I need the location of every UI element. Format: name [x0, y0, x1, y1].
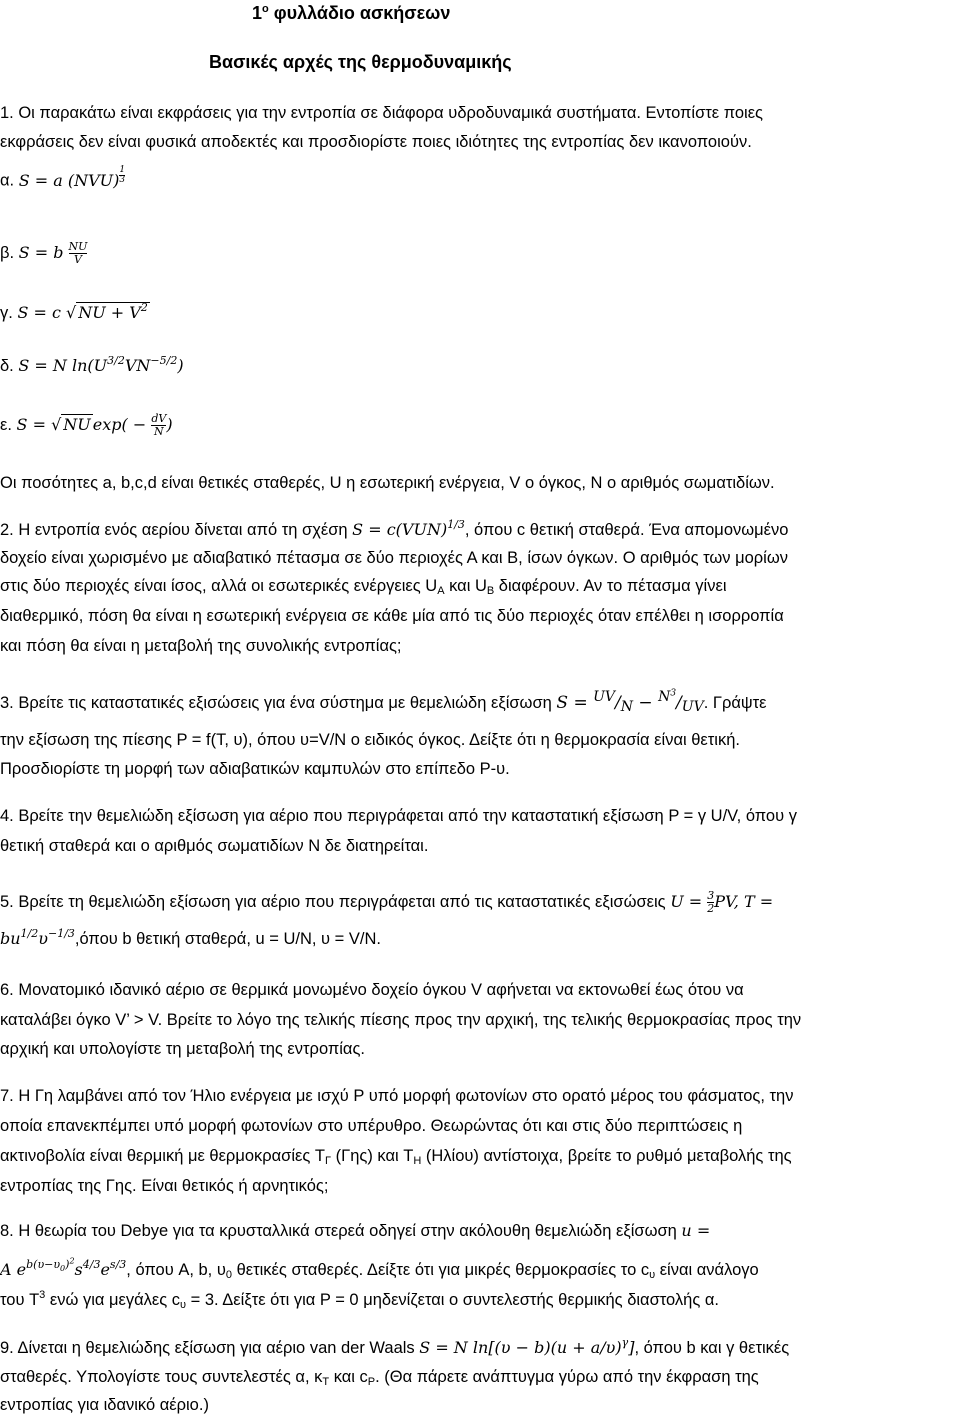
q1-option-a [0, 166, 125, 191]
q8-line2-text: , όπου A, b, υ [126, 1261, 226, 1279]
q2-line3-mid: και U [444, 577, 487, 595]
q4-line1: 4. Βρείτε την θεμελιώδη εξίσωση για αέριο που περιγράφεται από την καταστατική εξίσωση P = γ U/V, όπου γ [0, 807, 797, 825]
q2-line3 [0, 577, 727, 596]
q2-line1 [0, 520, 788, 540]
title-rest: φυλλάδιο ασκήσεων [268, 3, 451, 23]
q2-sub-b: B [486, 585, 495, 597]
q9-line3: εντροπίας για ιδανικό αέριο.) [0, 1396, 209, 1414]
q1-line2: εκφράσεις δεν είναι φυσικά αποδεκτές και προσδιορίστε ποιες ιδιότητες της εντροπίας δεν ικανοποιούν. [0, 133, 752, 151]
q2-line3-tail: διαφέρουν. Αν το πέτασμα γίνει [494, 577, 727, 595]
q8-sub-0: 0 [225, 1269, 232, 1281]
q8-line3-mid: ενώ για μεγάλες c [45, 1291, 181, 1309]
title-sup: ο [262, 3, 269, 15]
formula-d: S = N $\ln(U^{3/2}VN^{-5/2})$ [18, 354, 184, 375]
formula-q8a: u = [681, 1221, 711, 1240]
q3-line2: την εξίσωση της πίεσης P = f(T, υ), όπου υ=V/N ο ειδικός όγκος. Δείξτε ότι η θερμοκρασία είναι θετική. [0, 731, 740, 749]
q9-line2-text: σταθερές. Υπολογίστε τους συντελεστές α, κ [0, 1368, 323, 1386]
q5-line1-text: 5. Βρείτε τη θεμελιώδη εξίσωση για αέριο που περιγράφεται από τις καταστατικές εξισώσεις [0, 893, 671, 911]
document-title [252, 3, 450, 24]
q4-line2: θετική σταθερά και ο αριθμός σωματιδίων N δε διατηρείται. [0, 837, 429, 855]
q7-line1: 7. Η Γη λαμβάνει από τον Ήλιο ενέργεια με ισχύ P υπό μορφή φωτονίων στο ορατό μέρος του φάσματος, την [0, 1087, 794, 1105]
q8-line2 [0, 1256, 759, 1281]
q8-line3-tail: = 3. Δείξτε ότι για P = 0 μηδενίζεται ο συντελεστής θερμικής διαστολής α. [186, 1291, 720, 1309]
formula-b: S = b $\frac{NU}{V}$ [18, 240, 88, 266]
q5-line2 [0, 929, 381, 949]
formula-c: S = c √ NU + $V^2$ [17, 301, 148, 322]
q7-line2: οποία επανεκπέμπει υπό μορφή φωτονίων στο υπέρυθρο. Θεωρώντας ότι και στις δύο περιπτώσεις η [0, 1117, 743, 1135]
q8-line2-mid: θετικές σταθερές. Δείξτε ότι για μικρές θερμοκρασίες το c [232, 1261, 650, 1279]
q7-sub-h: H [413, 1155, 422, 1167]
q8-sup-3: 3 [39, 1289, 46, 1301]
q9-sub-t: T [322, 1376, 330, 1388]
q2-line4: διαθερμικό, πόση θα είναι η εσωτερική ενέργεια σε κάθε μία από τις δύο περιοχές όταν επέλθει η ισορροπία [0, 607, 784, 625]
q8-line3 [0, 1291, 719, 1310]
q5-line2-text: ,όπου b θετική σταθερά, u = U/N, υ = V/N. [74, 930, 381, 948]
q9-line2-tail: . (Θα πάρετε ανάπτυγμα γύρω από την έκφραση της [375, 1368, 759, 1386]
q1-line1: 1. Οι παρακάτω είναι εκφράσεις για την εντροπία σε διάφορα υδροδυναμικά συστήματα. Εντοπίστε ποιες [0, 104, 764, 122]
q8-sub-v2: υ [180, 1299, 187, 1311]
q3-line1-text: 3. Βρείτε τις καταστατικές εξισώσεις για ένα σύστημα με θεμελιώδη εξίσωση [0, 694, 557, 712]
q5-line1 [0, 890, 773, 915]
formula-a: S = a (NVU) $^{\frac{1}{3}}$ [18, 165, 126, 190]
q1-option-b [0, 241, 87, 266]
formula-q5a: U = $\frac{3}{2}$ PV, T = [670, 889, 774, 915]
q9-line1 [0, 1338, 789, 1358]
q8-line1 [0, 1221, 710, 1241]
q7-line3-tail: (Ηλίου) αντίστοιχα, βρείτε το ρυθμό μεταβολής της [421, 1147, 792, 1165]
formula-q9: S = N $\ln[(\upsilon - b)(u + a/\upsilon)^\gamma]$ [419, 1336, 635, 1357]
option-d-label: δ. [0, 357, 14, 375]
q7-line3-text: ακτινοβολία είναι θερμική με θερμοκρασίες T [0, 1147, 325, 1165]
q9-sub-p: P [367, 1376, 376, 1388]
q9-line2 [0, 1368, 759, 1387]
option-e-label: ε. [0, 416, 12, 434]
q2-sub-a: A [437, 585, 445, 597]
q9-line1-text: 9. Δίνεται η θεμελιώδης εξίσωση για αέριο van der Waals [0, 1339, 420, 1357]
option-a-label: α. [0, 171, 15, 190]
q2-line5: και πόση θα είναι η μεταβολή της συνολικής εντροπίας; [0, 637, 402, 655]
q6-line3: αρχική και υπολογίστε τη μεταβολή της εντροπίας. [0, 1040, 366, 1058]
q2-line1-tail: , όπου c θετική σταθερά. Ένα απομονωμένο [464, 521, 789, 539]
formula-e: S = √ NU exp( − $\frac{dV}{N}$ ) [16, 412, 173, 438]
q1-option-e [0, 413, 173, 438]
q6-line1: 6. Μονατομικό ιδανικό αέριο σε θερμικά μονωμένο δοχείο όγκου V αφήνεται να εκτονωθεί έως ότου να [0, 981, 744, 999]
q6-line2: καταλάβει όγκο V’ > V. Βρείτε το λόγο της τελικής πίεσης προς την αρχική, της τελικής θερμοκρασίας προς την [0, 1011, 802, 1029]
q8-line3-text: του T [0, 1291, 40, 1309]
q7-line3-mid: (Γης) και T [331, 1147, 414, 1165]
q7-line4: εντροπίας της Γης. Είναι θετικός ή αρνητικός; [0, 1177, 329, 1195]
formula-q8b: A $e^{b(\upsilon-\upsilon_0)^2}s^{4/3}e^{s/3}$ [0, 1256, 127, 1279]
formula-q3: $S = ^{UV}/_N - ^{N^3}/_{UV}$ [556, 688, 704, 715]
formula-q2: S = c(VUN)$^{1/3}$ [352, 518, 465, 539]
q2-line2: δοχείο είναι χωρισμένο με αδιαβατικό πέτασμα σε δύο περιοχές Α και Β, ίσων όγκων. Ο αριθμός των μορίων [0, 549, 788, 567]
option-c-label: γ. [0, 304, 13, 322]
q9-line2-mid: και c [329, 1368, 368, 1386]
q2-line3-text: στις δύο περιοχές είναι ίσος, αλλά οι εσωτερικές ενέργειες U [0, 577, 438, 595]
q1-option-c [0, 303, 150, 323]
q2-line1-text: 2. Η εντροπία ενός αερίου δίνεται από τη σχέση [0, 521, 353, 539]
q1-option-d [0, 356, 184, 376]
q3-line1-tail: . Γράψτε [703, 694, 767, 712]
q7-sub-g: Γ [325, 1155, 332, 1167]
q7-line3 [0, 1147, 792, 1166]
q8-line1-text: 8. Η θεωρία του Debye για τα κρυσταλλικά στερεά οδηγεί στην ακόλουθη θεμελιώδη εξίσωση [0, 1222, 682, 1240]
q1-constants: Οι ποσότητες a, b,c,d είναι θετικές σταθερές, U η εσωτερική ενέργεια, V ο όγκος, N ο αριθμός σωματιδίων. [0, 474, 775, 492]
q9-line1-tail: , όπου b και γ θετικές [634, 1339, 790, 1357]
q8-line2-tail: είναι ανάλογο [655, 1261, 759, 1279]
formula-q5b: $bu^{1/2}\upsilon^{-1/3}$ [0, 927, 75, 948]
q3-line3: Προσδιορίστε τη μορφή των αδιαβατικών καμπυλών στο επίπεδο P-υ. [0, 760, 510, 778]
option-b-label: β. [0, 244, 15, 262]
q8-sub-v: υ [649, 1269, 656, 1281]
q3-line1 [0, 688, 767, 715]
title-number: 1 [252, 3, 263, 23]
document-subtitle: Βασικές αρχές της θερμοδυναμικής [209, 52, 512, 72]
